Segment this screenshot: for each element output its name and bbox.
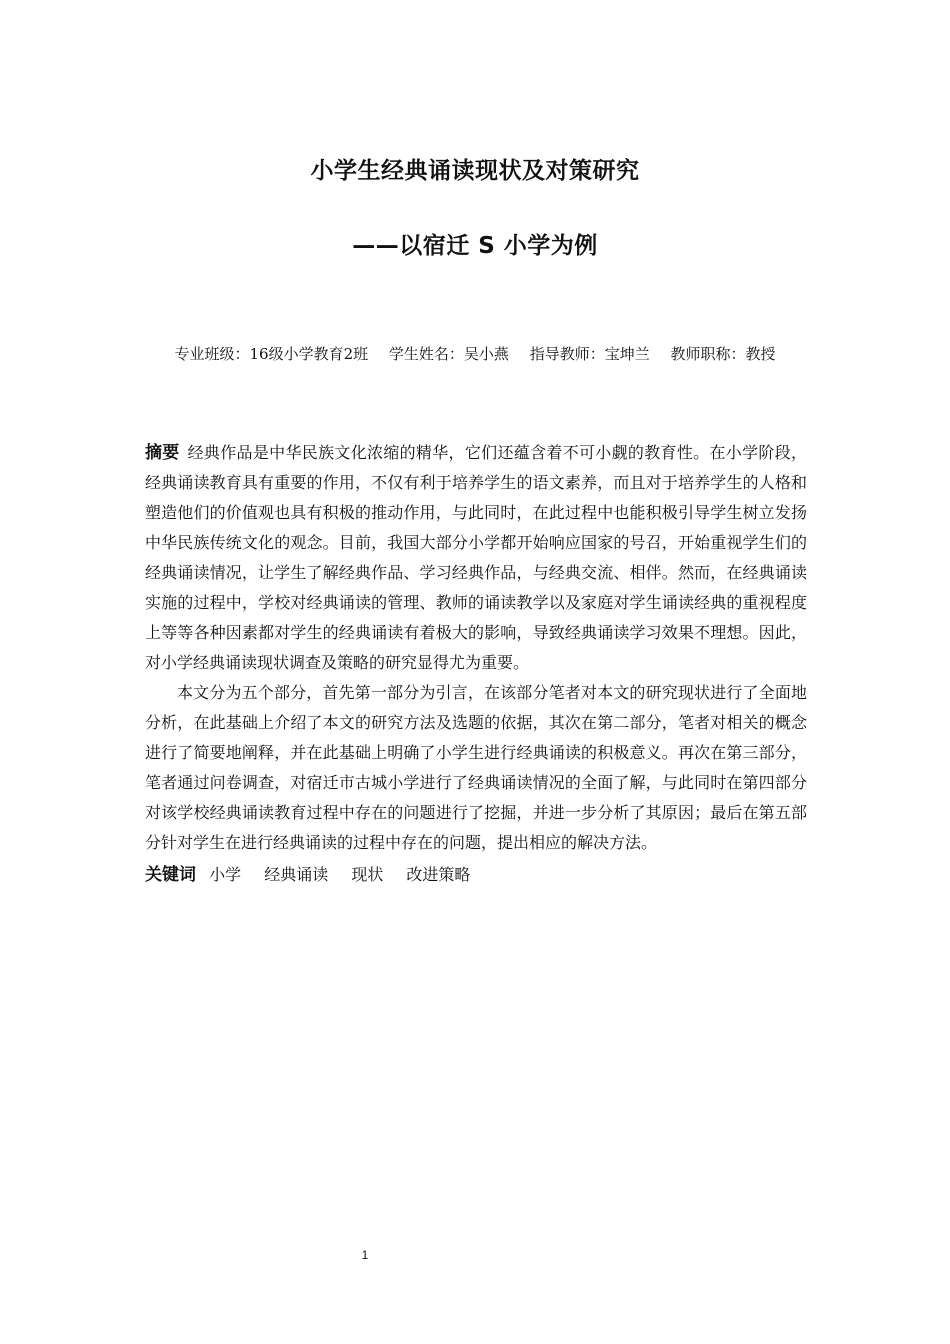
page-subtitle: ——以宿迁 S 小学为例 — [352, 233, 598, 259]
major-class: 专业班级：16级小学教育2班 — [174, 345, 369, 363]
keyword-item: 现状 — [351, 865, 384, 884]
abstract-paragraph-2: 本文分为五个部分，首先第一部分为引言，在该部分笔者对本文的研究现状进行了全面地分析，在此基础上介绍了本文的研究方法及选题的依据，其次在第二部分，笔者对相关的概念进行了简要地阐释，并在此基础上明确了小学生进行经典诵读的积极意义。再次在第三部分，笔者通过问卷调查，对宿迁市古城小学进行了经典诵读情况的全面了解，与此同时在第四部分对该学校经典诵读教育过程中存在的问题进行了挖掘，并进一步分析了其原因；最后在第五部分针对学生在进行经典诵读的过程中存在的问题，提出相应的解决方法。 — [145, 683, 807, 852]
abstract-section — [145, 438, 807, 890]
abstract-paragraph-1 — [145, 438, 807, 678]
advisor-title: 教师职称：教授 — [670, 345, 776, 363]
abstract-label: 摘要 — [145, 443, 180, 463]
keywords-label: 关键词 — [145, 865, 196, 885]
keyword-item: 改进策略 — [406, 865, 471, 884]
keywords-line — [145, 860, 807, 890]
student-name: 学生姓名：吴小燕 — [388, 345, 509, 363]
advisor-name: 指导教师：宝坤兰 — [529, 345, 650, 363]
abstract-text-1: 经典作品是中华民族文化浓缩的精华，它们还蕴含着不可小觑的教育性。在小学阶段，经典诵读教育具有重要的作用，不仅有利于培养学生的语文素养，而且对于培养学生的人格和塑造他们的价值观也具有积极的推动作用，与此同时，在此过程中也能积极引导学生树立发扬中华民族传统文化的观念。目前，我国大部分小学都开始响应国家的号召，开始重视学生们的经典诵读情况，让学生了解经典作品、学习经典作品，与经典交流、相伴。然而，在经典诵读实施的过程中，学校对经典诵读的管理、教师的诵读教学以及家庭对学生诵读经典的重视程度上等等各种因素都对学生的经典诵读有着极大的影响，导致经典诵读学习效果不理想。因此，对小学经典诵读现状调查及策略的研究显得尤为重要。 — [145, 443, 807, 672]
keyword-item: 经典诵读 — [264, 865, 329, 884]
page-number: 1 — [361, 1248, 369, 1262]
keyword-item: 小学 — [209, 865, 242, 884]
author-info — [0, 343, 950, 364]
page-title: 小学生经典诵读现状及对策研究 — [310, 158, 640, 184]
